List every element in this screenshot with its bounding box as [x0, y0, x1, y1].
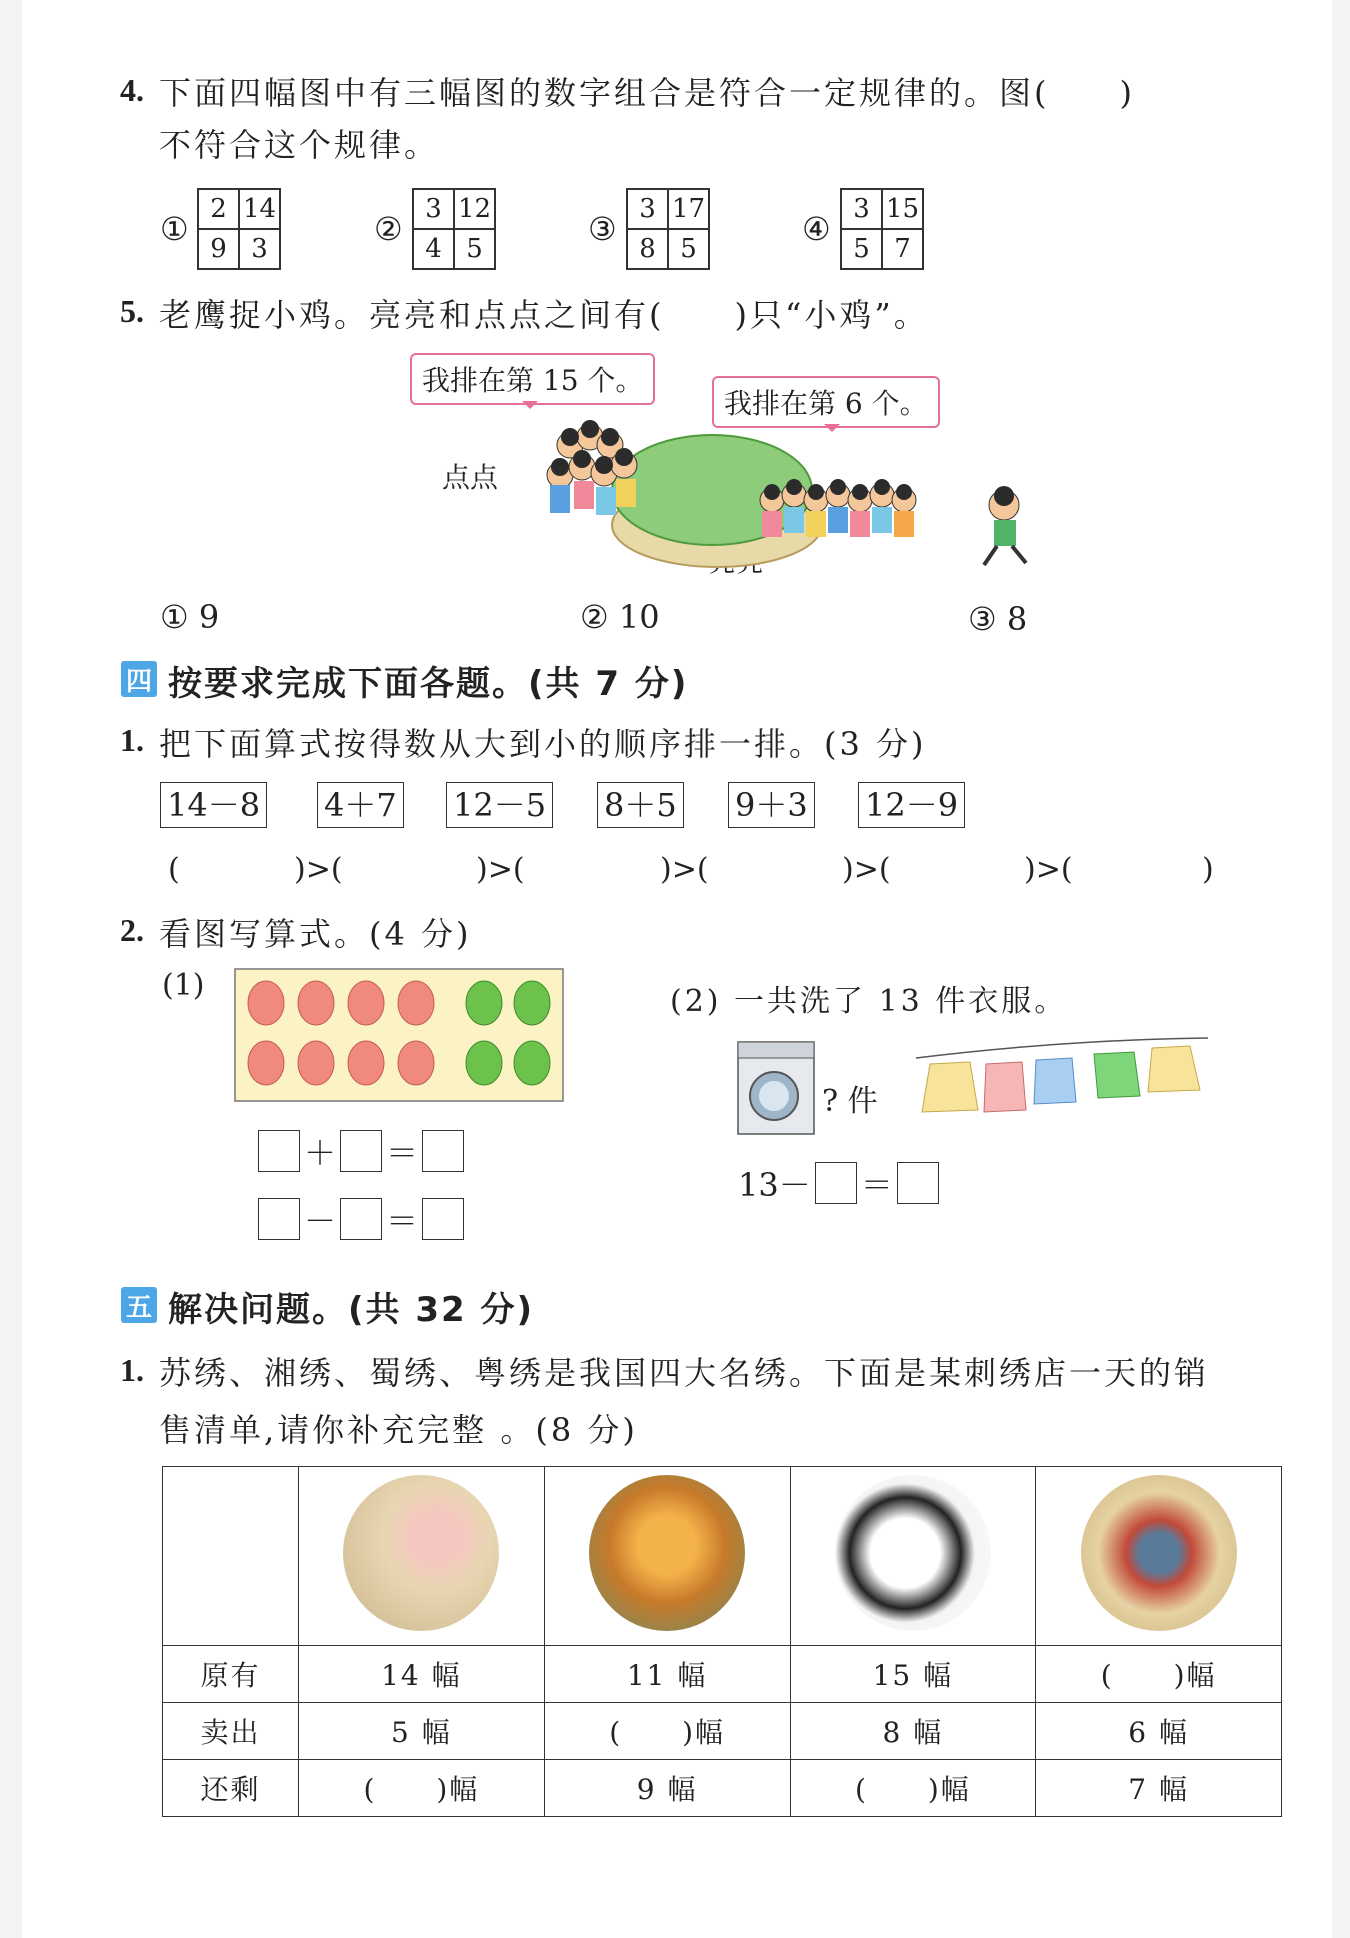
answer-box[interactable] [422, 1198, 464, 1240]
sec4-q2-part1-label: (1) [162, 968, 205, 1003]
su-embroidery-image [299, 1467, 545, 1646]
q4-option1-grid [197, 188, 281, 270]
answer-box[interactable] [815, 1162, 857, 1204]
grid-cell: 15 [882, 189, 923, 229]
washing-machine-icon [736, 1040, 816, 1136]
expr-box-2: 4＋7 [317, 782, 404, 828]
order-blank-gt2: )>( [476, 852, 525, 887]
table-cell: 9 幅 [544, 1760, 790, 1817]
yue-embroidery-image [1036, 1467, 1282, 1646]
sec4-q2-text: 看图写算式。(4 分) [159, 915, 472, 953]
sec4-q1-text: 把下面算式按得数从大到小的顺序排一排。(3 分) [159, 725, 927, 763]
worksheet-page [22, 0, 1332, 1938]
grid-cell: 4 [413, 229, 454, 269]
order-blank-gt1: )>( [294, 852, 343, 887]
grid-cell: 3 [413, 189, 454, 229]
answer-box[interactable] [258, 1130, 300, 1172]
table-cell: 7 幅 [1036, 1760, 1282, 1817]
q4-option2-label: ② [374, 210, 403, 248]
grid-cell: 3 [239, 229, 280, 269]
balloon-box [235, 969, 563, 1101]
table-cell-blank[interactable]: ( )幅 [790, 1760, 1036, 1817]
table-cell-blank[interactable]: ( )幅 [299, 1760, 545, 1817]
grid-cell: 5 [841, 229, 882, 269]
row-label-original: 原有 [163, 1646, 299, 1703]
table-cell: 15 幅 [790, 1646, 1036, 1703]
sec5-q1-line1: 苏绣、湘绣、蜀绣、粤绣是我国四大名绣。下面是某刺绣店一天的销 [159, 1354, 1210, 1392]
grid-cell: 9 [198, 229, 239, 269]
sec4-q2-part2-text: (2) 一共洗了 13 件衣服。 [670, 984, 1068, 1019]
equals-sign: ＝ [386, 1134, 419, 1172]
q5-choice3: ③ 8 [968, 600, 1028, 638]
q5-choice2: ② 10 [580, 598, 660, 636]
row-label-sold: 卖出 [163, 1703, 299, 1760]
grid-cell: 12 [454, 189, 495, 229]
embroidery-sales-table [162, 1466, 1282, 1817]
answer-box[interactable] [340, 1198, 382, 1240]
unknown-clothes-label: ? 件 [822, 1084, 878, 1119]
answer-box[interactable] [258, 1198, 300, 1240]
sec4-q2-number: 2. [120, 912, 144, 948]
grid-cell: 7 [882, 229, 923, 269]
row-label-remaining: 还剩 [163, 1760, 299, 1817]
order-blank-open: ( [168, 852, 180, 887]
minus-sign: － [304, 1202, 337, 1240]
q4-option2-grid [412, 188, 496, 270]
q5-number: 5. [120, 293, 144, 329]
xiang-embroidery-image [544, 1467, 790, 1646]
grid-cell: 3 [627, 189, 668, 229]
expr-box-5: 9＋3 [728, 782, 815, 828]
shu-embroidery-image [790, 1467, 1036, 1646]
table-cell-blank[interactable]: ( )幅 [1036, 1646, 1282, 1703]
section4-title: 按要求完成下面各题。(共 7 分) [168, 664, 689, 704]
table-cell-blank[interactable]: ( )幅 [544, 1703, 790, 1760]
table-cell: 5 幅 [299, 1703, 545, 1760]
eagle-catch-chicks-illustration [522, 405, 1062, 580]
q4-option1-label: ① [160, 210, 189, 248]
equation-clothes [738, 1160, 939, 1206]
order-blank-gt5: )>( [1024, 852, 1073, 887]
table-row [163, 1703, 1282, 1760]
q5-choice1: ① 9 [160, 598, 220, 636]
name-diandian: 点点 [442, 461, 499, 494]
sec4-q1-number: 1. [120, 722, 144, 758]
equation-subtract [258, 1196, 464, 1242]
table-row [163, 1467, 1282, 1646]
sec5-q1-number: 1. [120, 1352, 144, 1388]
table-cell: 14 幅 [299, 1646, 545, 1703]
speech-bubble-left: 我排在第 15 个。 [410, 353, 655, 405]
answer-box[interactable] [340, 1130, 382, 1172]
equation-add [258, 1128, 464, 1174]
expr-box-4: 8＋5 [597, 782, 684, 828]
table-cell: 8 幅 [790, 1703, 1036, 1760]
table-row [163, 1646, 1282, 1703]
speech-bubble-right: 我排在第 6 个。 [712, 376, 940, 428]
q4-option4-grid [840, 188, 924, 270]
sec5-q1-line2: 售清单,请你补充完整 。(8 分) [159, 1411, 638, 1449]
grid-cell: 3 [841, 189, 882, 229]
children-right-bodies [762, 507, 914, 537]
grid-cell: 5 [668, 229, 709, 269]
section5-badge: 五 [121, 1287, 157, 1323]
order-blank-gt3: )>( [660, 852, 709, 887]
table-corner-cell [163, 1467, 299, 1646]
q4-option3-grid [626, 188, 710, 270]
plus-sign: ＋ [304, 1134, 337, 1172]
grid-cell: 17 [668, 189, 709, 229]
expr-box-6: 12－9 [858, 782, 965, 828]
q4-text-line2: 不符合这个规律。 [159, 126, 440, 164]
grid-cell: 8 [627, 229, 668, 269]
section4-badge: 四 [121, 661, 157, 697]
q4-number: 4. [120, 72, 144, 108]
equals-sign: ＝ [860, 1166, 893, 1204]
equals-sign: ＝ [386, 1202, 419, 1240]
order-blank-close: ) [1202, 852, 1214, 887]
order-blank-gt4: )>( [842, 852, 891, 887]
answer-box[interactable] [897, 1162, 939, 1204]
q4-text-line1: 下面四幅图中有三幅图的数字组合是符合一定规律的。图( ) [159, 74, 1135, 112]
grid-cell: 5 [454, 229, 495, 269]
q4-option4-label: ④ [802, 210, 831, 248]
expr-box-3: 12－5 [446, 782, 553, 828]
clothesline-illustration [912, 1030, 1212, 1126]
balloons-illustration [234, 968, 564, 1102]
table-row [163, 1760, 1282, 1817]
q4-option3-label: ③ [588, 210, 617, 248]
grid-cell: 2 [198, 189, 239, 229]
answer-box[interactable] [422, 1130, 464, 1172]
eagle-child [984, 486, 1026, 565]
grid-cell: 14 [239, 189, 280, 229]
table-cell: 6 幅 [1036, 1703, 1282, 1760]
equation-start: 13－ [738, 1166, 811, 1204]
table-cell: 11 幅 [544, 1646, 790, 1703]
section5-title: 解决问题。(共 32 分) [168, 1290, 535, 1330]
q5-text: 老鹰捉小鸡。亮亮和点点之间有( )只“小鸡”。 [159, 296, 929, 334]
expr-box-1: 14－8 [160, 782, 267, 828]
